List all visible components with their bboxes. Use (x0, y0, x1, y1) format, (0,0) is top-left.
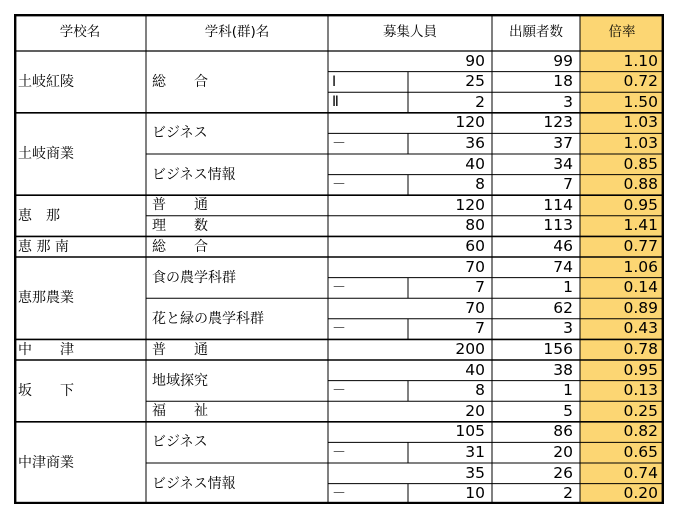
ratio-value: 0.65 (623, 442, 658, 461)
recruit-value: 8 (475, 381, 485, 400)
ratio-value: 1.50 (623, 92, 658, 111)
recruit-value: 7 (475, 278, 485, 297)
applicants-value: 1 (563, 381, 573, 400)
recruit-value: 60 (465, 236, 485, 255)
header-ratio: 倍率 (608, 23, 636, 40)
sub-course-mark: － (332, 176, 346, 193)
recruit-value: 40 (465, 360, 485, 379)
school-name: 恵 那 (18, 207, 60, 224)
sub-course-mark: － (332, 321, 346, 338)
recruit-value: 36 (465, 133, 485, 152)
sub-course-mark: Ⅱ (332, 94, 339, 111)
sub-course-mark: － (332, 382, 346, 399)
recruit-value: 40 (465, 154, 485, 173)
header-recruit: 募集人員 (383, 23, 437, 40)
ratio-value: 0.13 (623, 381, 658, 400)
ratio-value: 0.78 (623, 339, 658, 358)
recruit-value: 120 (455, 113, 485, 132)
applicants-value: 7 (563, 175, 573, 194)
school-name: 中 津 (18, 341, 74, 358)
sub-course-mark: － (332, 279, 346, 296)
ratio-value: 0.25 (623, 401, 658, 420)
department-name: ビジネス (152, 434, 208, 451)
department-name: 理 数 (152, 218, 208, 235)
recruit-value: 25 (465, 72, 485, 91)
recruit-value: 35 (465, 463, 485, 482)
applicants-value: 123 (543, 113, 573, 132)
ratio-value: 0.77 (623, 236, 658, 255)
recruit-value: 90 (465, 51, 485, 70)
sub-course-mark: － (332, 444, 346, 461)
department-name: ビジネス情報 (152, 475, 236, 492)
ratio-value: 0.85 (623, 154, 658, 173)
applicants-value: 38 (553, 360, 573, 379)
ratio-value: 1.10 (623, 51, 658, 70)
department-name: 普 通 (152, 197, 208, 214)
ratio-value: 0.95 (623, 360, 658, 379)
ratio-value: 0.89 (623, 298, 658, 317)
department-name: 総 合 (152, 73, 208, 90)
school-name: 土岐商業 (18, 145, 74, 162)
ratio-value: 1.06 (623, 257, 658, 276)
recruit-value: 200 (455, 339, 485, 358)
applicants-value: 46 (553, 236, 573, 255)
recruit-value: 10 (465, 484, 485, 503)
sub-course-mark: － (332, 135, 346, 152)
applicants-value: 74 (553, 257, 573, 276)
applicants-value: 86 (553, 422, 573, 441)
ratio-value: 0.72 (623, 72, 658, 91)
recruit-value: 105 (455, 422, 485, 441)
recruit-value: 8 (475, 175, 485, 194)
ratio-value: 0.88 (623, 175, 658, 194)
applicants-value: 113 (543, 216, 573, 235)
applicants-value: 34 (553, 154, 573, 173)
school-name: 土岐紅陵 (18, 73, 74, 90)
school-name: 坂 下 (18, 382, 74, 399)
ratio-value: 0.95 (623, 195, 658, 214)
sub-course-mark: － (332, 485, 346, 502)
ratio-value: 1.03 (623, 133, 658, 152)
school-name: 中津商業 (18, 454, 74, 471)
applicants-value: 1 (563, 278, 573, 297)
recruit-value: 70 (465, 298, 485, 317)
department-name: 地域探究 (152, 372, 208, 389)
applicants-value: 20 (553, 442, 573, 461)
sub-course-mark: Ⅰ (332, 73, 337, 90)
recruit-value: 2 (475, 92, 485, 111)
recruit-value: 31 (465, 442, 485, 461)
department-name: 食の農学科群 (152, 269, 236, 286)
ratio-value: 0.20 (623, 484, 658, 503)
header-applicants: 出願者数 (509, 23, 563, 40)
recruit-value: 120 (455, 195, 485, 214)
ratio-value: 1.41 (623, 216, 658, 235)
department-name: 花と緑の農学科群 (152, 310, 264, 327)
ratio-value: 0.74 (623, 463, 658, 482)
header-department: 学科(群)名 (204, 23, 270, 40)
recruit-value: 20 (465, 401, 485, 420)
applicants-value: 5 (563, 401, 573, 420)
admissions-table (14, 14, 664, 504)
ratio-value: 0.14 (623, 278, 658, 297)
department-name: 普 通 (152, 341, 208, 358)
ratio-value: 1.03 (623, 113, 658, 132)
department-name: ビジネス (152, 125, 208, 142)
department-name: ビジネス情報 (152, 166, 236, 183)
recruit-value: 70 (465, 257, 485, 276)
department-name: 福 祉 (152, 403, 208, 420)
school-name: 恵 那 南 (18, 238, 69, 255)
applicants-value: 62 (553, 298, 573, 317)
recruit-value: 80 (465, 216, 485, 235)
department-name: 総 合 (152, 238, 208, 255)
ratio-value: 0.82 (623, 422, 658, 441)
recruit-value: 7 (475, 319, 485, 338)
applicants-value: 18 (553, 72, 573, 91)
applicants-value: 26 (553, 463, 573, 482)
applicants-value: 99 (553, 51, 573, 70)
applicants-value: 2 (563, 484, 573, 503)
ratio-value: 0.43 (623, 319, 658, 338)
applicants-value: 3 (563, 319, 573, 338)
applicants-value: 156 (543, 339, 573, 358)
header-school: 学校名 (59, 23, 101, 40)
school-name: 恵那農業 (18, 290, 74, 307)
applicants-value: 114 (543, 195, 573, 214)
applicants-value: 37 (553, 133, 573, 152)
applicants-value: 3 (563, 92, 573, 111)
